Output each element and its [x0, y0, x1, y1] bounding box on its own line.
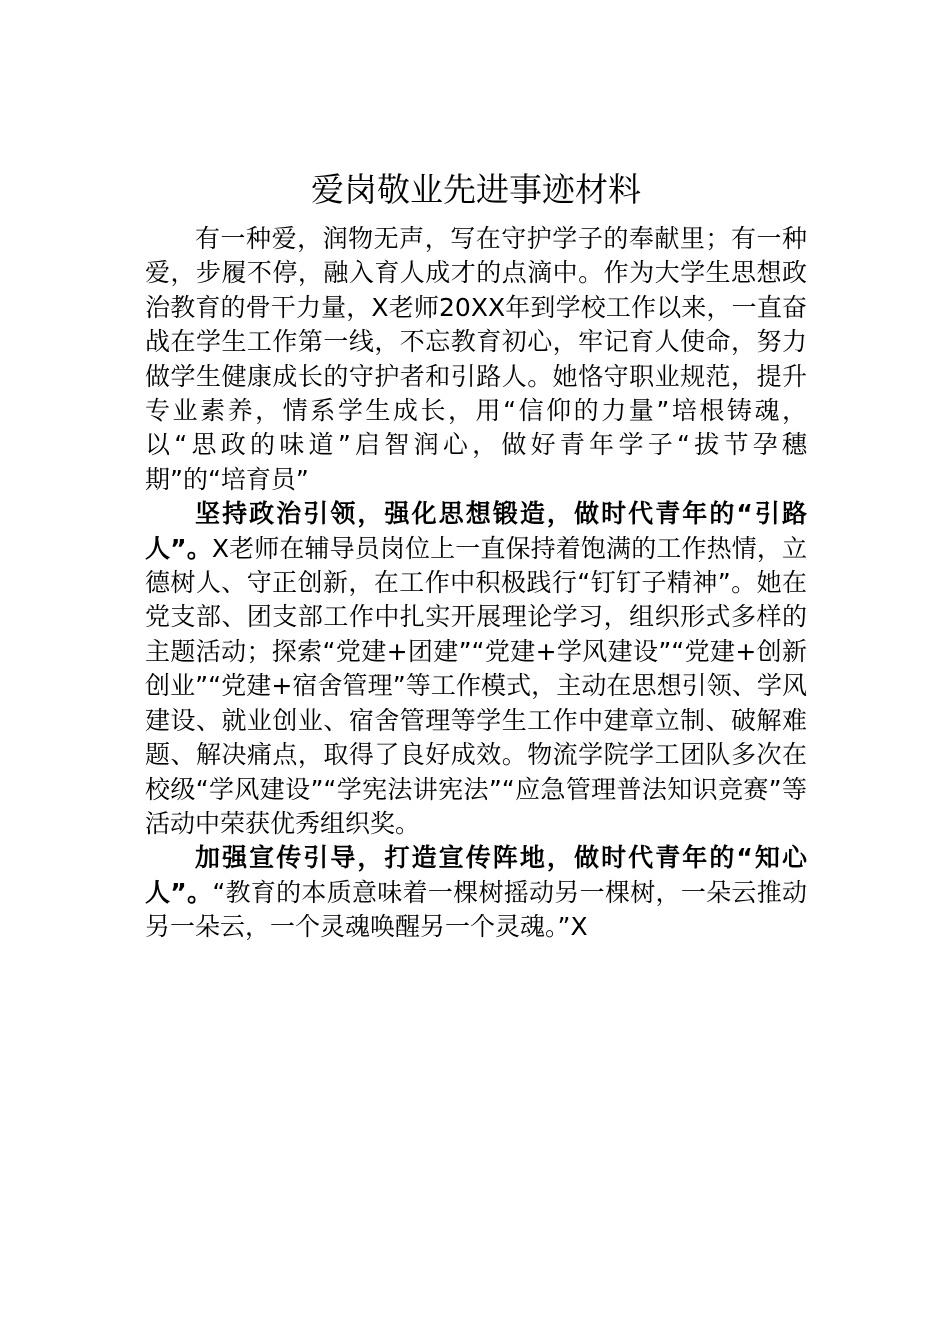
paragraph-intro [145, 222, 807, 497]
paragraph-publicity-guidance-text: “教育的本质意味着一棵树摇动另一棵树，一朵云推动另一朵云，一个灵魂唤醒另一个灵魂。”X [145, 877, 807, 942]
paragraph-publicity-guidance [145, 841, 807, 944]
paragraph-political-guidance-text: X老师在辅导员岗位上一直保持着饱满的工作热情，立德树人、守正创新，在工作中积极践行“钉钉子精神”。她在党支部、团支部工作中扎实开展理论学习，组织形式多样的主题活动；探索“党建+团建”“党建+学风建设”“党建+创新创业”“党建+宿舍管理”等工作模式，主动在思想引领、学风建设、就业创业、宿舍管理等学生工作中建章立制、破解难题、解决痛点，取得了良好成效。物流学院学工团队多次在校级“学风建设”“学宪法讲宪法”“应急管理普法知识竞赛”等活动中荣获优秀组织奖。 [145, 533, 807, 838]
document-title: 爱岗敬业先进事迹材料 [311, 170, 641, 209]
document-body [145, 222, 807, 945]
paragraph-heading: 坚持政治引领，强化思想锻造，做时代青年的“引路人”。 [145, 499, 807, 563]
paragraph-heading: 加强宣传引导，打造宣传阵地，做时代青年的“知心人”。 [145, 843, 807, 907]
paragraph-political-guidance [145, 497, 807, 841]
document-page [145, 168, 807, 945]
paragraph-intro-text: 有一种爱，润物无声，写在守护学子的奉献里；有一种爱，步履不停，融入育人成才的点滴中。作为大学生思想政治教育的骨干力量，X老师20XX年到学校工作以来，一直奋战在学生工作第一线，不忘教育初心，牢记育人使命，努力做学生健康成长的守护者和引路人。她恪守职业规范，提升专业素养，情系学生成长，用“信仰的力量”培根铸魂，以“思政的味道”启智润心，做好青年学子“拔节孕穗期”的“培育员” [145, 224, 807, 494]
